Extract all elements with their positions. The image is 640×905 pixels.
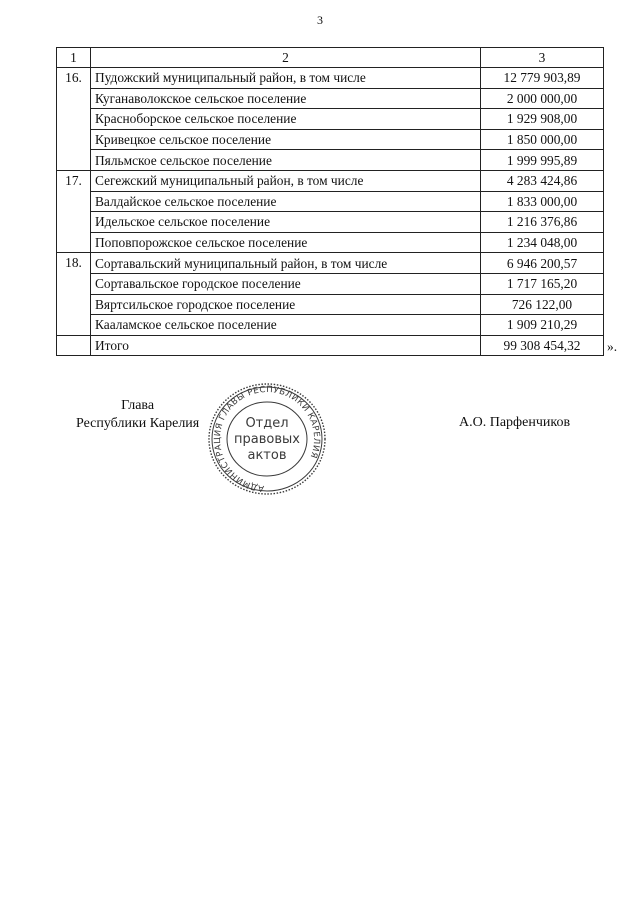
municipality-name: Пудожский муниципальный район, в том числе bbox=[91, 68, 481, 89]
signer-title bbox=[76, 397, 199, 433]
table-header-row bbox=[57, 48, 604, 68]
amount-value: 726 122,00 bbox=[481, 294, 604, 315]
amount-value: 1 833 000,00 bbox=[481, 191, 604, 212]
seal-ring-text: АДМИНИСТРАЦИЯ ГЛАВЫ РЕСПУБЛИКИ КАРЕЛИЯ bbox=[212, 384, 322, 493]
table-row bbox=[57, 150, 604, 171]
amount-value: 1 717 165,20 bbox=[481, 273, 604, 294]
seal-line-1: Отдел bbox=[245, 416, 289, 431]
municipality-name: Кааламское сельское поселение bbox=[91, 315, 481, 336]
table-row bbox=[57, 170, 604, 191]
total-row bbox=[57, 335, 604, 356]
table-row bbox=[57, 315, 604, 336]
seal-line-3: актов bbox=[247, 448, 287, 463]
table-row bbox=[57, 294, 604, 315]
table-row bbox=[57, 68, 604, 89]
municipality-name: Сортавальское городское поселение bbox=[91, 273, 481, 294]
table-row bbox=[57, 109, 604, 130]
table-row bbox=[57, 253, 604, 274]
table-row bbox=[57, 191, 604, 212]
amount-value: 2 000 000,00 bbox=[481, 88, 604, 109]
amount-value: 1 216 376,86 bbox=[481, 212, 604, 233]
amount-value: 1 999 995,89 bbox=[481, 150, 604, 171]
municipality-name: Сортавальский муниципальный район, в том числе bbox=[91, 253, 481, 274]
table-row bbox=[57, 129, 604, 150]
municipality-name: Сегежский муниципальный район, в том числе bbox=[91, 170, 481, 191]
signer-name: А.О. Парфенчиков bbox=[459, 415, 571, 430]
total-value: 99 308 454,32 bbox=[481, 335, 604, 356]
municipality-name: Вяртсильское городское поселение bbox=[91, 294, 481, 315]
header-cell: 3 bbox=[481, 48, 604, 68]
table-row bbox=[57, 212, 604, 233]
signer-title-line1: Глава bbox=[121, 398, 155, 413]
header-cell: 1 bbox=[57, 48, 91, 68]
amount-value: 1 909 210,29 bbox=[481, 315, 604, 336]
amount-value: 6 946 200,57 bbox=[481, 253, 604, 274]
seal-line-2: правовых bbox=[234, 432, 300, 447]
table-row bbox=[57, 273, 604, 294]
empty-cell bbox=[57, 335, 91, 356]
amount-value: 1 850 000,00 bbox=[481, 129, 604, 150]
row-number: 16. bbox=[57, 68, 91, 171]
amount-value: 1 929 908,00 bbox=[481, 109, 604, 130]
row-number: 17. bbox=[57, 170, 91, 252]
municipality-name: Куганаволокское сельское поселение bbox=[91, 88, 481, 109]
municipality-name: Пяльмское сельское поселение bbox=[91, 150, 481, 171]
allocation-table bbox=[56, 47, 604, 356]
amount-value: 1 234 048,00 bbox=[481, 232, 604, 253]
official-seal bbox=[203, 380, 331, 498]
closing-quote: ». bbox=[607, 339, 618, 354]
table-row bbox=[57, 88, 604, 109]
total-label: Итого bbox=[91, 335, 481, 356]
municipality-name: Идельское сельское поселение bbox=[91, 212, 481, 233]
table-row bbox=[57, 232, 604, 253]
municipality-name: Красноборское сельское поселение bbox=[91, 109, 481, 130]
municipality-name: Кривецкое сельское поселение bbox=[91, 129, 481, 150]
page-number: 3 bbox=[317, 13, 323, 27]
municipality-name: Валдайское сельское поселение bbox=[91, 191, 481, 212]
amount-value: 4 283 424,86 bbox=[481, 170, 604, 191]
header-cell: 2 bbox=[91, 48, 481, 68]
amount-value: 12 779 903,89 bbox=[481, 68, 604, 89]
row-number: 18. bbox=[57, 253, 91, 335]
municipality-name: Поповпорожское сельское поселение bbox=[91, 232, 481, 253]
signer-title-line2: Республики Карелия bbox=[76, 416, 200, 431]
